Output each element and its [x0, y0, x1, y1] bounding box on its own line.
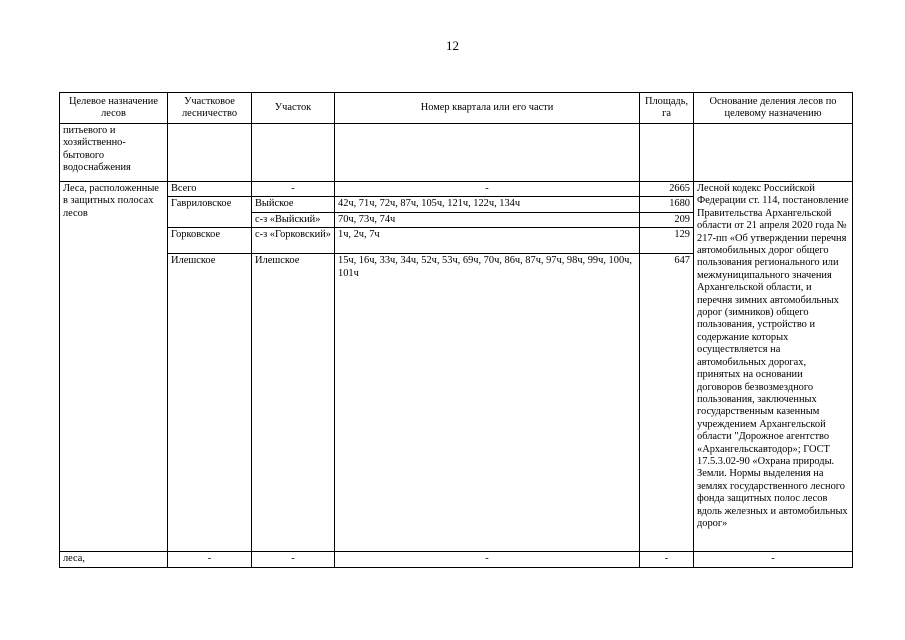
cell-site: - [252, 182, 335, 197]
forest-purpose-table [59, 92, 853, 568]
cell-purpose: питьевого и хозяйственно-бытового водоснабжения [60, 124, 168, 182]
cell-forestry: Гавриловское [168, 197, 252, 228]
cell-empty [252, 124, 335, 182]
table-row [60, 182, 853, 197]
cell-area: 129 [640, 228, 694, 254]
header-quarter: Номер квартала или его части [335, 93, 640, 124]
cell-quarter: 15ч, 16ч, 33ч, 34ч, 52ч, 53ч, 69ч, 70ч, 86ч, 87ч, 97ч, 98ч, 99ч, 100ч, 101ч [335, 254, 640, 552]
cell-area: 647 [640, 254, 694, 552]
cell-purpose: Леса, расположенные в защитных полосах лесов [60, 182, 168, 552]
header-forestry: Участковое лесничество [168, 93, 252, 124]
cell-empty [640, 124, 694, 182]
cell-quarter: 70ч, 73ч, 74ч [335, 212, 640, 227]
cell-basis: - [694, 552, 853, 567]
cell-site: с-з «Горковский» [252, 228, 335, 254]
cell-quarter: - [335, 552, 640, 567]
table-header-row [60, 93, 853, 124]
cell-forestry: Всего [168, 182, 252, 197]
cell-area: 2665 [640, 182, 694, 197]
header-purpose: Целевое назначение лесов [60, 93, 168, 124]
header-area: Площадь, га [640, 93, 694, 124]
cell-empty [694, 124, 853, 182]
cell-area: 1680 [640, 197, 694, 212]
cell-site: с-з «Выйский» [252, 212, 335, 227]
table-row [60, 552, 853, 567]
cell-forestry: Илешское [168, 254, 252, 552]
header-site: Участок [252, 93, 335, 124]
cell-basis: Лесной кодекс Российской Федерации ст. 114, постановление Правительства Архангельской области от 21 апреля 2020 года № 217-пп «Об утверждении перечня автомобильных дорог общего пользования регионального или межмуниципального значения Архангельской области, и перечня зимних автомобильных дорог (зимников) общего пользования, устройство и содержание которых осуществляется на автомобильных дорогах, принятых на основании договоров безвозмездного пользования, заключенных государственным казенным учреждением Архангельской области "Дорожное агентство «Архангельскавтодор»; ГОСТ 17.5.3.02-90 «Охрана природы. Земли. Нормы выделения на землях государственного лесного фонда защитных полос лесов вдоль железных и автомобильных дорог» [694, 182, 853, 552]
cell-quarter: - [335, 182, 640, 197]
cell-area: 209 [640, 212, 694, 227]
cell-site: Илешское [252, 254, 335, 552]
cell-site: - [252, 552, 335, 567]
cell-purpose: леса, [60, 552, 168, 567]
cell-empty [335, 124, 640, 182]
cell-empty [168, 124, 252, 182]
cell-quarter: 42ч, 71ч, 72ч, 87ч, 105ч, 121ч, 122ч, 134ч [335, 197, 640, 212]
cell-forestry: Горковское [168, 228, 252, 254]
page-number: 12 [446, 38, 459, 53]
cell-quarter: 1ч, 2ч, 7ч [335, 228, 640, 254]
header-basis: Основание деления лесов по целевому назначению [694, 93, 853, 124]
cell-forestry: - [168, 552, 252, 567]
cell-site: Выйское [252, 197, 335, 212]
table-row [60, 124, 853, 182]
cell-area: - [640, 552, 694, 567]
